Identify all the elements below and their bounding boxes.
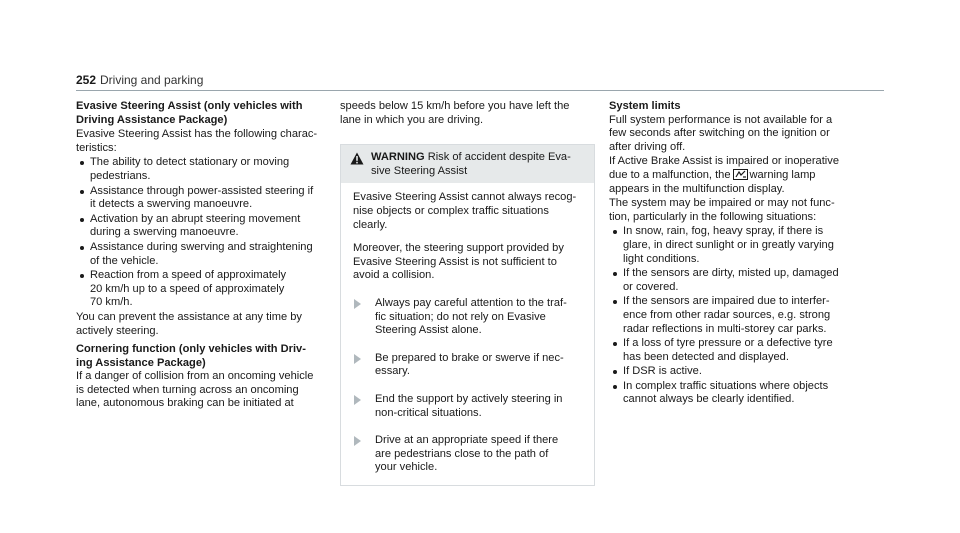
action-item: End the support by actively steering in non-critical situations. [353,393,586,420]
list-item: If the sensors are impaired due to interfer- ence from other radar sources, e.g. strong radar reflections in multi-storey car parks. [609,295,879,336]
warning-triangle-icon [350,152,364,165]
page-number: 252 [76,73,97,87]
abs-warning-lamp-icon [733,169,748,180]
list-item: Assistance during swerving and straightening of the vehicle. [76,241,331,268]
limits-paragraph: The system may be impaired or may not func- tion, particularly in the following situations: [609,197,835,223]
arrow-right-icon [354,354,361,364]
action-item: Be prepared to brake or swerve if nec- essary. [353,352,586,379]
list-item: If the sensors are dirty, misted up, damaged or covered. [609,267,879,294]
list-item: If a loss of tyre pressure or a defective tyre has been detected and displayed. [609,337,879,364]
arrow-right-icon [354,299,361,309]
column-left [76,100,331,411]
list-item: Activation by an abrupt steering movement during a swerving manoeuvre. [76,213,331,240]
continued-text: speeds below 15 km/h before you have left the lane in which you are driving. [340,100,570,126]
warning-box [340,144,595,486]
warning-header [341,145,594,183]
header-divider [76,90,884,91]
heading-cornering-function: Cornering function (only vehicles with Driv- ing Assistance Package) [76,343,306,369]
heading-evasive-steering: Evasive Steering Assist (only vehicles with Driving Assistance Package) [76,100,303,126]
cornering-text: If a danger of collision from an oncoming vehicle is detected when turning across an oncoming lane, autonomous braking can be initiated at [76,370,314,410]
warning-paragraph: Evasive Steering Assist cannot always recog- nise objects or complex traffic situations clearly. [353,191,577,231]
prevent-text: You can prevent the assistance at any time by actively steering. [76,310,302,337]
heading-system-limits: System limits [609,100,681,112]
warning-body [341,183,594,485]
warning-paragraph: Moreover, the steering support provided by Evasive Steering Assist is not sufficient to avoid a collision. [353,242,564,282]
limits-list [609,225,879,407]
list-item: If DSR is active. [609,365,879,379]
warning-title-line2: sive Steering Assist [371,164,468,177]
column-right [609,100,879,408]
section-title: Driving and parking [100,73,204,87]
list-item: In snow, rain, fog, heavy spray, if there is glare, in direct sunlight or in greatly varying light conditions. [609,225,879,266]
action-item: Drive at an appropriate speed if there are pedestrians close to the path of your vehicle. [353,434,586,475]
action-item: Always pay careful attention to the traf- fic situation; do not rely on Evasive Steering Assist alone. [353,297,586,338]
characteristics-list [76,156,331,310]
warning-label: WARNING [371,151,425,164]
page-header [76,73,884,93]
arrow-right-icon [354,395,361,405]
intro-text: Evasive Steering Assist has the following charac- teristics: [76,128,318,154]
warning-title: Risk of accident despite Eva- [424,151,571,164]
column-middle [340,100,596,486]
list-item: Reaction from a speed of approximately 20 km/h up to a speed of approximately 70 km/h. [76,269,331,310]
list-item: The ability to detect stationary or moving pedestrians. [76,156,331,183]
arrow-right-icon [354,436,361,446]
list-item: Assistance through power-assisted steering if it detects a swerving manoeuvre. [76,185,331,212]
list-item: In complex traffic situations where objects cannot always be clearly identified. [609,380,879,407]
limits-paragraph: If Active Brake Assist is impaired or inoperative due to a malfunction, the warning lamp appears in the multifunction display. [609,155,839,195]
limits-paragraph: Full system performance is not available for a few seconds after switching on the ignition or after driving off. [609,113,833,153]
